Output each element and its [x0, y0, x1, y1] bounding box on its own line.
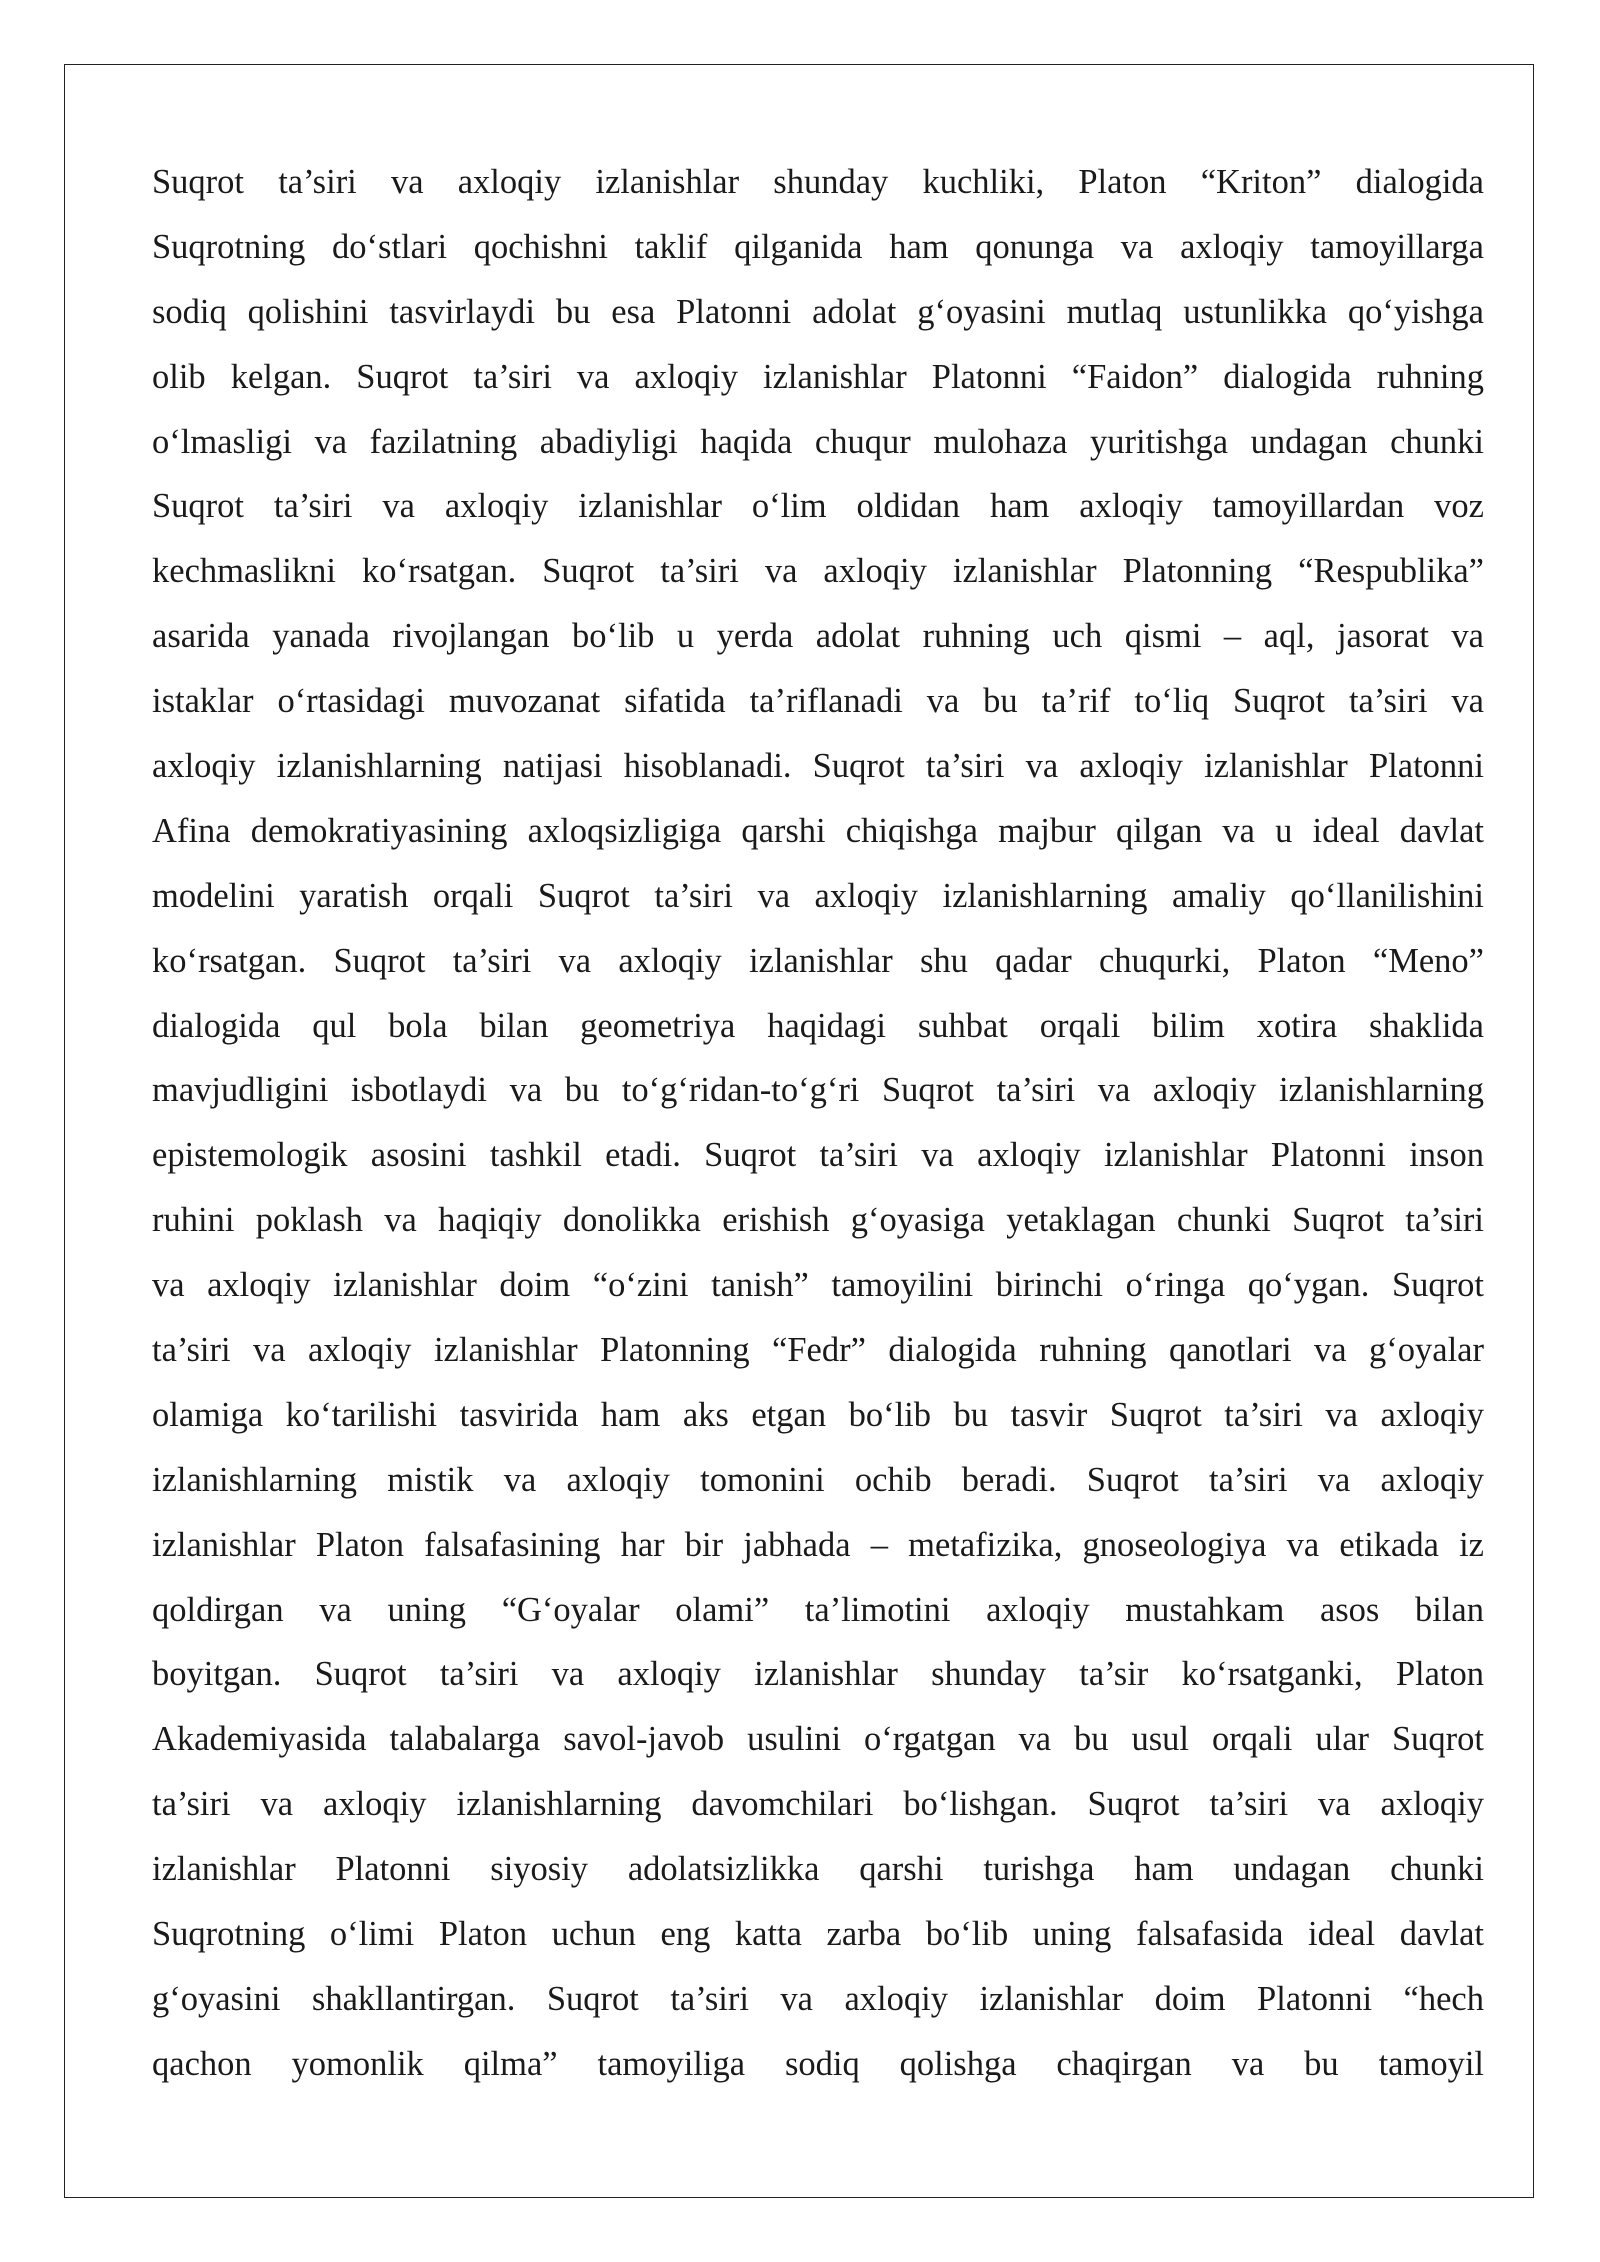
text-line: Suqrotning do‘stlari qochishni taklif qilganida ham qonunga va axloqiy tamoyillarga — [152, 227, 1484, 266]
text-line: va axloqiy izlanishlar doim “o‘zini tanish” tamoyilini birinchi o‘ringa qo‘ygan. Suqrot — [152, 1266, 1484, 1305]
text-line: kechmaslikni ko‘rsatgan. Suqrot ta’siri va axloqiy izlanishlar Platonning “Respublika” — [152, 552, 1484, 591]
text-line: istaklar o‘rtasidagi muvozanat sifatida ta’riflanadi va bu ta’rif to‘liq Suqrot ta’siri va — [152, 682, 1484, 721]
text-line: o‘lmasligi va fazilatning abadiyligi haqida chuqur mulohaza yuritishga undagan chunki — [152, 422, 1484, 461]
text-line: ko‘rsatgan. Suqrot ta’siri va axloqiy izlanishlar shu qadar chuqurki, Platon “Meno” — [152, 941, 1484, 980]
text-line: Suqrot ta’siri va axloqiy izlanishlar o‘lim oldidan ham axloqiy tamoyillardan voz — [152, 487, 1484, 526]
text-line: qachon yomonlik qilma” tamoyiliga sodiq qolishga chaqirgan va bu tamoyil — [152, 2044, 1484, 2083]
text-line: modelini yaratish orqali Suqrot ta’siri va axloqiy izlanishlarning amaliy qo‘llanilishini — [152, 876, 1484, 915]
text-line: izlanishlar Platon falsafasining har bir jabhada – metafizika, gnoseologiya va etikada iz — [152, 1525, 1484, 1564]
text-line: Akademiyasida talabalarga savol-javob usulini o‘rgatgan va bu usul orqali ular Suqrot — [152, 1720, 1484, 1759]
text-line: olamiga ko‘tarilishi tasvirida ham aks etgan bo‘lib bu tasvir Suqrot ta’siri va axloqiy — [152, 1395, 1484, 1434]
text-line: izlanishlarning mistik va axloqiy tomonini ochib beradi. Suqrot ta’siri va axloqiy — [152, 1460, 1484, 1499]
text-line: mavjudligini isbotlaydi va bu to‘g‘ridan-to‘g‘ri Suqrot ta’siri va axloqiy izlanishlarning — [152, 1071, 1484, 1110]
text-line: boyitgan. Suqrot ta’siri va axloqiy izlanishlar shunday ta’sir ko‘rsatganki, Platon — [152, 1655, 1484, 1694]
text-line: g‘oyasini shakllantirgan. Suqrot ta’siri va axloqiy izlanishlar doim Platonni “hech — [152, 1979, 1484, 2018]
text-line: epistemologik asosini tashkil etadi. Suqrot ta’siri va axloqiy izlanishlar Platonni inson — [152, 1136, 1484, 1175]
text-line: qoldirgan va uning “G‘oyalar olami” ta’limotini axloqiy mustahkam asos bilan — [152, 1590, 1484, 1629]
text-line: Afina demokratiyasining axloqsizligiga qarshi chiqishga majbur qilgan va u ideal davlat — [152, 811, 1484, 850]
text-line: sodiq qolishini tasvirlaydi bu esa Platonni adolat g‘oyasini mutlaq ustunlikka qo‘yishga — [152, 292, 1484, 331]
text-line: izlanishlar Platonni siyosiy adolatsizlikka qarshi turishga ham undagan chunki — [152, 1850, 1484, 1889]
text-line: dialogida qul bola bilan geometriya haqidagi suhbat orqali bilim xotira shaklida — [152, 1006, 1484, 1045]
text-line: asarida yanada rivojlangan bo‘lib u yerda adolat ruhning uch qismi – aql, jasorat va — [152, 617, 1484, 656]
text-line: Suqrot ta’siri va axloqiy izlanishlar shunday kuchliki, Platon “Kriton” dialogida — [152, 163, 1484, 201]
text-line: ta’siri va axloqiy izlanishlar Platonning “Fedr” dialogida ruhning qanotlari va g‘oyalar — [152, 1331, 1484, 1370]
text-line: ruhini poklash va haqiqiy donolikka erishish g‘oyasiga yetaklagan chunki Suqrot ta’siri — [152, 1201, 1484, 1240]
text-line: olib kelgan. Suqrot ta’siri va axloqiy izlanishlar Platonni “Faidon” dialogida ruhning — [152, 357, 1484, 396]
text-line: axloqiy izlanishlarning natijasi hisoblanadi. Suqrot ta’siri va axloqiy izlanishlar Platonni — [152, 747, 1484, 786]
text-line: Suqrotning o‘limi Platon uchun eng katta zarba bo‘lib uning falsafasida ideal davlat — [152, 1915, 1484, 1954]
body-paragraph — [152, 150, 1484, 2097]
text-line: ta’siri va axloqiy izlanishlarning davomchilari bo‘lishgan. Suqrot ta’siri va axloqiy — [152, 1785, 1484, 1824]
